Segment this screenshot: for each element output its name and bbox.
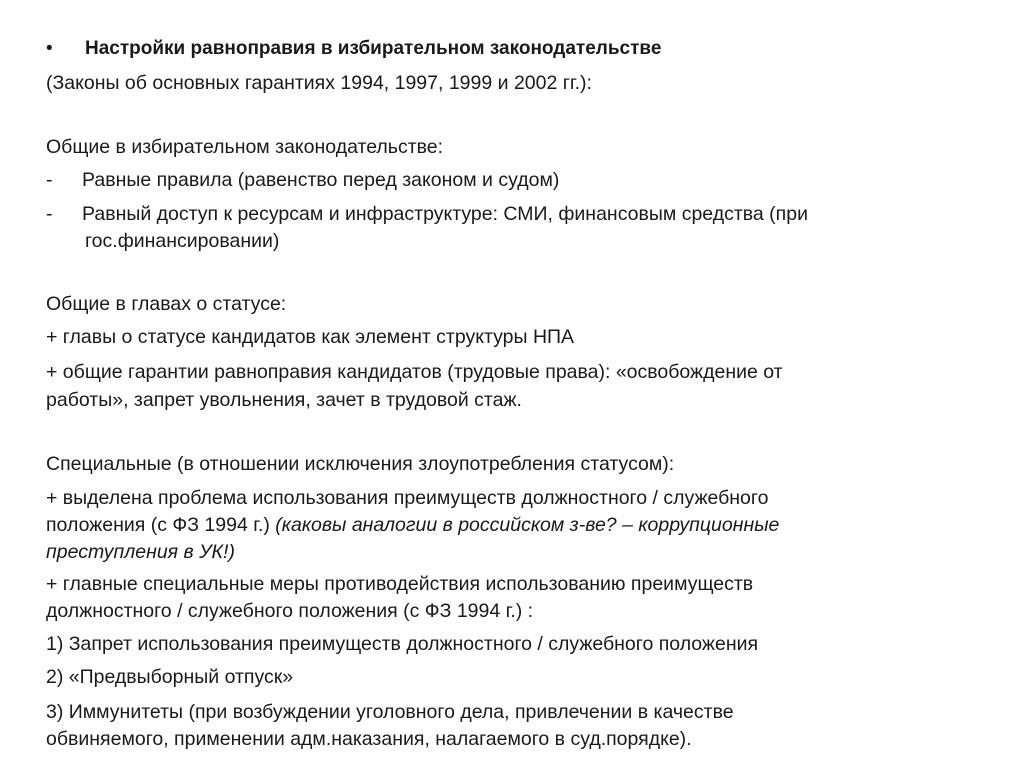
list-item-continuation: работы», запрет увольнения, зачет в трудовой стаж. (46, 389, 522, 411)
list-item-text: положения (с ФЗ 1994 г.) (46, 514, 276, 536)
numbered-item: 2) «Предвыборный отпуск» (46, 666, 294, 688)
section-title-general: Общие в избирательном законодательстве: (46, 136, 444, 158)
heading-subtitle: (Законы об основных гарантиях 1994, 1997, 1999 и 2002 гг.): (46, 72, 592, 94)
list-item-text: Равные правила (равенство перед законом и судом) (82, 169, 560, 191)
list-item: + общие гарантии равноправия кандидатов (трудовые права): «освобождение от (46, 361, 783, 383)
list-item: + выделена проблема использования преимуществ должностного / служебного (46, 487, 769, 509)
dash-marker: - (46, 169, 53, 191)
list-item-text: Равный доступ к ресурсам и инфраструктуре: СМИ, финансовым средства (при (82, 203, 808, 225)
bullet-marker: • (46, 38, 53, 59)
dash-marker: - (46, 203, 53, 225)
list-item-continuation: должностного / служебного положения (с ФЗ 1994 г.) : (46, 600, 534, 622)
section-title-status: Общие в главах о статусе: (46, 293, 287, 315)
italic-note-continuation: преступления в УК!) (46, 541, 235, 563)
section-title-special: Специальные (в отношении исключения злоупотребления статусом): (46, 453, 675, 475)
list-item: + главы о статусе кандидатов как элемент структуры НПА (46, 326, 575, 348)
italic-note: (каковы аналогии в российском з-ве? – коррупционные (275, 514, 780, 536)
heading-title: Настройки равноправия в избирательном законодательстве (85, 38, 662, 59)
list-item-continuation (46, 513, 779, 537)
slide-heading (46, 37, 661, 61)
list-item: + главные специальные меры противодействия использованию преимуществ (46, 573, 754, 595)
list-item (46, 202, 808, 226)
list-item (46, 168, 559, 192)
list-item-continuation: гос.финансировании) (85, 230, 280, 252)
numbered-item: 3) Иммунитеты (при возбуждении уголовного дела, привлечении в качестве (46, 701, 734, 723)
numbered-item-continuation: обвиняемого, применении адм.наказания, налагаемого в суд.порядке). (46, 728, 692, 750)
numbered-item: 1) Запрет использования преимуществ должностного / служебного положения (46, 633, 759, 655)
